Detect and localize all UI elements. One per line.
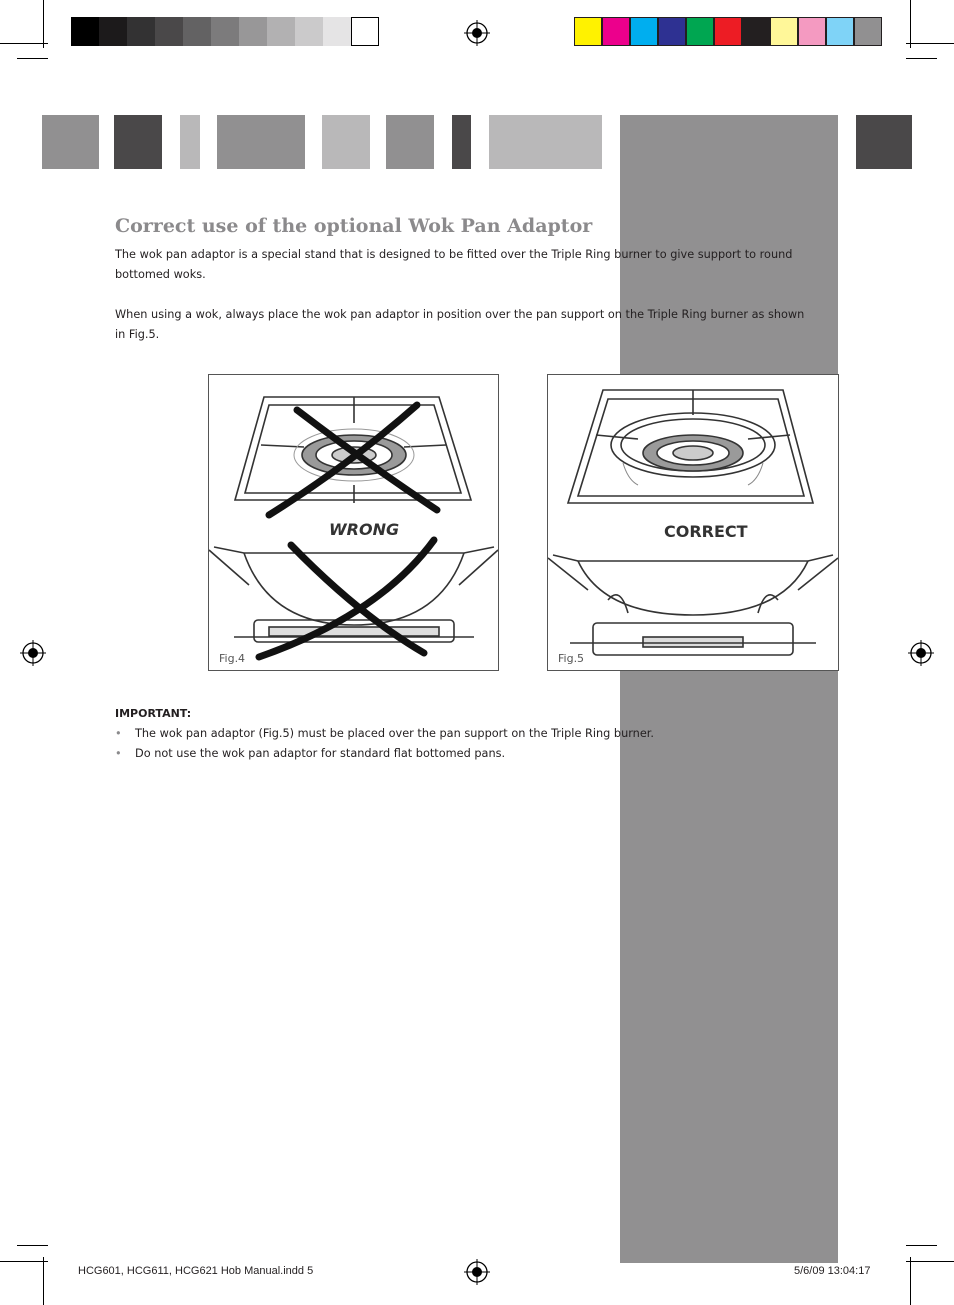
grayscale-swatch	[267, 17, 295, 46]
tab-block	[180, 115, 200, 169]
figure-correct	[547, 374, 839, 671]
color-swatch	[854, 17, 882, 46]
color-swatch	[602, 17, 630, 46]
grayscale-swatch	[99, 17, 127, 46]
color-swatch	[798, 17, 826, 46]
bullet-icon: •	[115, 747, 122, 760]
figure-wrong	[208, 374, 499, 671]
color-swatch	[686, 17, 714, 46]
intro-paragraph: The wok pan adaptor is a special stand that is designed to be fitted over the Triple Ring burner to give support to round bottomed woks.	[115, 248, 793, 281]
grayscale-swatch	[323, 17, 351, 46]
tab-block	[452, 115, 471, 169]
grayscale-swatch	[155, 17, 183, 46]
color-swatch	[658, 17, 686, 46]
page-title: Correct use of the optional Wok Pan Adaptor	[115, 215, 593, 237]
list-item	[115, 747, 505, 760]
tab-block	[322, 115, 370, 169]
footer-file-name: HCG601, HCG611, HCG621 Hob Manual.indd 5	[78, 1265, 314, 1277]
footer-timestamp: 5/6/09 13:04:17	[794, 1265, 871, 1277]
registration-mark-icon	[908, 640, 934, 666]
registration-mark-icon	[20, 640, 46, 666]
registration-mark-icon	[464, 1259, 490, 1285]
tab-block	[114, 115, 162, 169]
tab-block	[856, 115, 912, 169]
usage-paragraph: When using a wok, always place the wok pan adaptor in position over the pan support on the Triple Ring burner as shown in Fig.5.	[115, 308, 805, 341]
color-swatch	[714, 17, 742, 46]
tab-block	[489, 115, 602, 169]
color-swatch	[630, 17, 658, 46]
grayscale-swatch	[239, 17, 267, 46]
important-heading: IMPORTANT:	[115, 707, 192, 720]
grayscale-swatch	[295, 17, 323, 46]
gray-sidebar-band	[620, 115, 838, 1263]
list-item-text: The wok pan adaptor (Fig.5) must be placed over the pan support on the Triple Ring burner.	[135, 727, 654, 740]
tab-block	[217, 115, 305, 169]
grayscale-swatch	[183, 17, 211, 46]
grayscale-swatch	[211, 17, 239, 46]
grayscale-swatch	[351, 17, 379, 46]
grayscale-swatch	[71, 17, 99, 46]
tab-block	[386, 115, 434, 169]
figure-label-4: Fig.4	[219, 652, 246, 665]
color-swatch	[826, 17, 854, 46]
tab-block	[42, 115, 99, 169]
list-item	[115, 727, 654, 740]
figure-caption-wrong: WRONG	[329, 520, 400, 539]
list-item-text: Do not use the wok pan adaptor for standard flat bottomed pans.	[135, 747, 506, 760]
grayscale-swatch	[127, 17, 155, 46]
figure-caption-correct: CORRECT	[664, 522, 748, 541]
color-swatch	[742, 17, 770, 46]
bullet-icon: •	[115, 727, 122, 740]
figure-label-5: Fig.5	[558, 652, 585, 665]
registration-mark-icon	[464, 20, 490, 46]
color-swatch	[574, 17, 602, 46]
color-swatch	[770, 17, 798, 46]
